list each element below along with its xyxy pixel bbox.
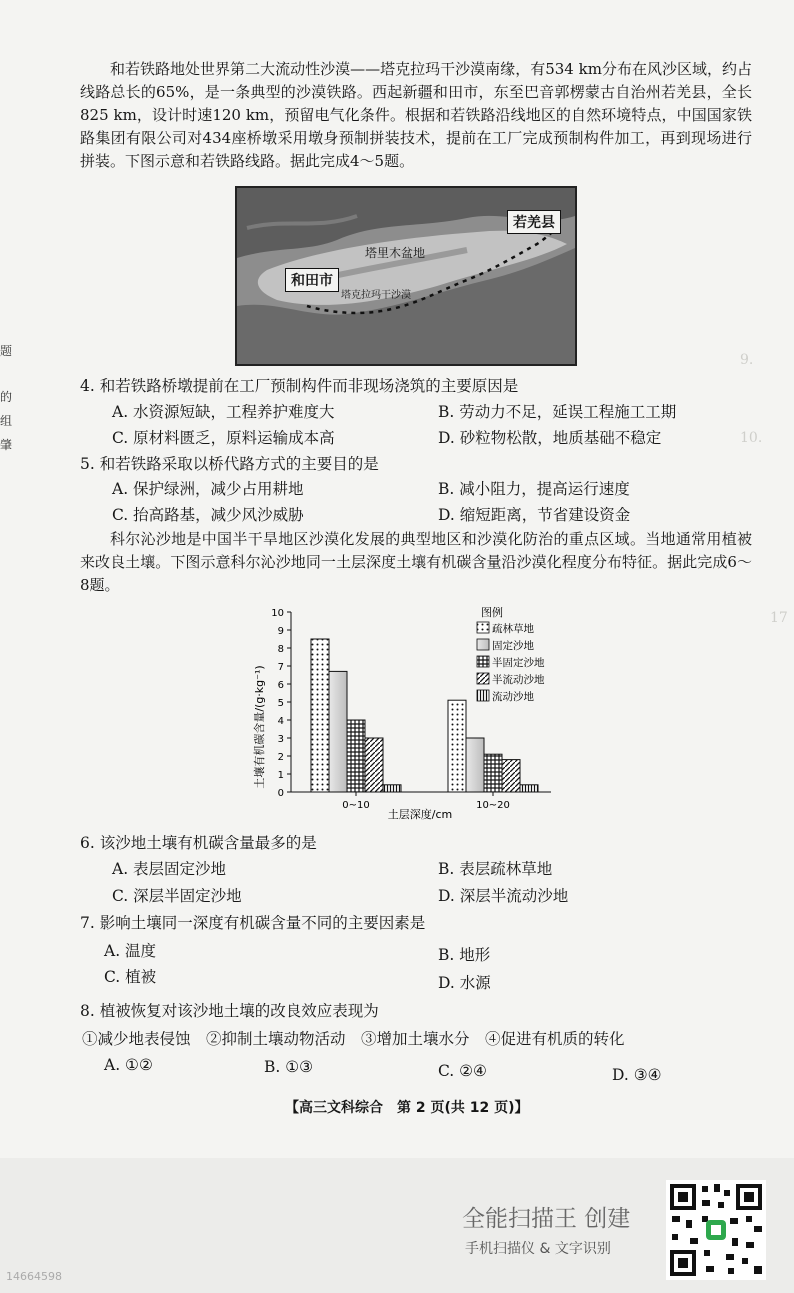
- legend-swatch: [477, 690, 489, 701]
- legend-label: 半固定沙地: [492, 657, 545, 669]
- y-tick-label: 7: [277, 662, 284, 673]
- q5-option-c: C. 抬高路基，减少风沙威胁: [112, 506, 304, 524]
- chart-legend: [477, 605, 545, 703]
- y-tick-label: 0: [277, 788, 284, 799]
- bleed-through: 17: [770, 610, 788, 626]
- bar-1-2: [484, 754, 502, 792]
- q8-option-d: D. ③④: [612, 1066, 662, 1084]
- q6-option-d: D. 深层半流动沙地: [438, 887, 569, 905]
- q4-option-b: B. 劳动力不足，延误工程施工工期: [438, 403, 677, 421]
- bar-0-3: [365, 738, 383, 792]
- q8-statements: ①减少地表侵蚀 ②抑制土壤动物活动 ③增加土壤水分 ④促进有机质的转化: [82, 1030, 625, 1048]
- q7-option-d: D. 水源: [438, 974, 491, 992]
- intro-paragraph-2: 科尔沁沙地是中国半干旱地区沙漠化发展的典型地区和沙漠化防治的重点区域。当地通常用植被来改良土壤。下图示意科尔沁沙地同一土层深度土壤有机碳含量沿沙漠化程度分布特征。据此完成6～8题。: [80, 530, 752, 594]
- edge-char: 肇: [0, 438, 13, 452]
- bar-1-4: [520, 785, 538, 792]
- page-footer: 【高三文科综合 第 2 页(共 12 页)】: [285, 1100, 529, 1116]
- intro-paragraph-1: 和若铁路地处世界第二大流动性沙漠——塔克拉玛干沙漠南缘，有534 km分布在风沙区域，约占线路总长的65%，是一条典型的沙漠铁路。西起新疆和田市，东至巴音郭楞蒙古自治州若羌县，全长825 km，设计时速120 km，预留电气化条件。根据和若铁路沿线地区的自然环境特点，中国国家铁路集团有限公司对434座桥墩采用墩身预制拼装技术，提前在工厂完成预制构件加工，再到现场进行拼装。下图示意和若铁路线路。据此完成4～5题。: [80, 60, 752, 170]
- bar-0-1: [329, 671, 347, 792]
- q5-option-b: B. 减小阻力，提高运行速度: [438, 480, 630, 498]
- document-id: 14664598: [6, 1270, 62, 1283]
- legend-label: 半流动沙地: [492, 674, 545, 686]
- legend-swatch: [477, 656, 489, 667]
- q7-option-c: C. 植被: [104, 968, 157, 986]
- scanner-brand: 全能扫描王 创建: [462, 1206, 631, 1232]
- bar-0-2: [347, 720, 365, 792]
- y-tick-label: 4: [277, 716, 284, 727]
- question-7-stem: 7. 影响土壤同一深度有机碳含量不同的主要因素是: [80, 914, 426, 932]
- q6-option-c: C. 深层半固定沙地: [112, 887, 242, 905]
- chart-x-axis-label: 土层深度/cm: [387, 808, 453, 821]
- label-taklimakan: 塔克拉玛干沙漠: [341, 290, 411, 301]
- legend-label: 流动沙地: [492, 691, 534, 703]
- bar-0-4: [383, 785, 401, 792]
- edge-char: 组: [0, 414, 13, 428]
- edge-char: 题: [0, 344, 13, 358]
- y-tick-label: 10: [271, 608, 284, 619]
- label-hotan: 和田市: [285, 268, 339, 292]
- q7-option-a: A. 温度: [104, 942, 157, 960]
- x-tick-label: 10~20: [476, 800, 510, 811]
- bar-0-0: [311, 639, 329, 792]
- edge-char: 的: [0, 390, 13, 404]
- q8-option-a: A. ①②: [104, 1056, 153, 1074]
- bar-1-1: [466, 738, 484, 792]
- q6-option-a: A. 表层固定沙地: [112, 860, 227, 878]
- q4-option-c: C. 原材料匮乏，原料运输成本高: [112, 429, 335, 447]
- q8-option-c: C. ②④: [438, 1062, 487, 1080]
- y-tick-label: 5: [277, 698, 284, 709]
- legend-label: 疏林草地: [492, 623, 534, 635]
- legend-swatch: [477, 622, 489, 633]
- scanner-brand-subtitle: 手机扫描仪 & 文字识别: [465, 1241, 611, 1257]
- legend-swatch: [477, 639, 489, 650]
- q6-option-b: B. 表层疏林草地: [438, 860, 553, 878]
- question-8-stem: 8. 植被恢复对该沙地土壤的改良效应表现为: [80, 1002, 379, 1020]
- q4-option-d: D. 砂粒物松散，地质基础不稳定: [438, 429, 662, 447]
- y-tick-label: 1: [277, 770, 284, 781]
- bleed-through: 9.: [740, 352, 754, 368]
- soil-carbon-chart: [245, 602, 585, 822]
- x-tick-label: 0~10: [342, 800, 370, 811]
- question-6-stem: 6. 该沙地土壤有机碳含量最多的是: [80, 834, 317, 852]
- q5-option-a: A. 保护绿洲，减少占用耕地: [112, 480, 304, 498]
- label-tarim-basin: 塔里木盆地: [365, 246, 426, 260]
- y-tick-label: 2: [277, 752, 284, 763]
- bar-1-3: [502, 760, 520, 792]
- y-tick-label: 3: [277, 734, 284, 745]
- railway-map: [235, 186, 577, 366]
- bleed-through: 10.: [740, 430, 763, 446]
- legend-swatch: [477, 673, 489, 684]
- y-tick-label: 9: [277, 626, 284, 637]
- q8-option-b: B. ①③: [264, 1058, 314, 1076]
- question-5-stem: 5. 和若铁路采取以桥代路方式的主要目的是: [80, 455, 379, 473]
- q5-option-d: D. 缩短距离，节省建设资金: [438, 506, 631, 524]
- legend-title: 图例: [481, 606, 503, 619]
- chart-y-axis-label: 土壤有机碳含量/(g·kg⁻¹): [253, 665, 266, 789]
- y-tick-label: 6: [277, 680, 284, 691]
- legend-label: 固定沙地: [492, 640, 534, 652]
- y-tick-label: 8: [277, 644, 284, 655]
- question-4-stem: 4. 和若铁路桥墩提前在工厂预制构件而非现场浇筑的主要原因是: [80, 377, 519, 395]
- q4-option-a: A. 水资源短缺，工程养护难度大: [112, 403, 335, 421]
- bar-1-0: [448, 700, 466, 792]
- label-ruoqiang: 若羌县: [507, 210, 561, 234]
- qr-code-icon: [666, 1180, 766, 1280]
- q7-option-b: B. 地形: [438, 946, 491, 964]
